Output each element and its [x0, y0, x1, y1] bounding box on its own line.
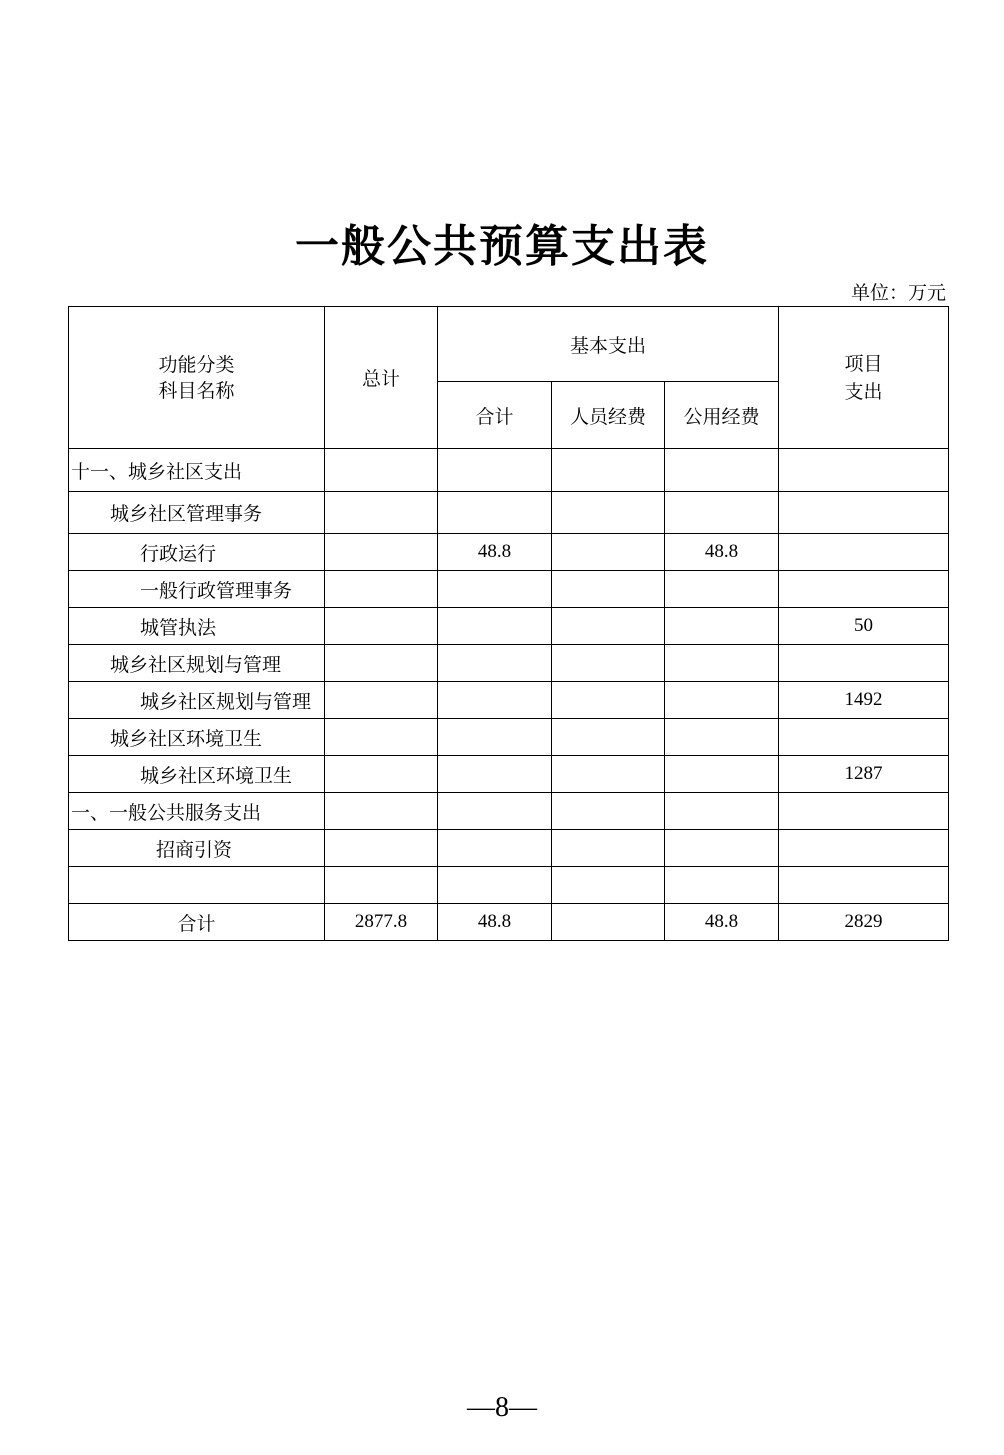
cell-basic-total	[438, 719, 552, 756]
header-public: 公用经费	[665, 382, 779, 449]
cell-personnel	[552, 534, 665, 571]
cell-total	[325, 867, 438, 904]
cell-project	[779, 492, 949, 534]
row-name: 一般行政管理事务	[69, 571, 325, 608]
header-project-line2: 支出	[844, 380, 883, 403]
table-row	[69, 719, 949, 756]
cell-personnel	[552, 830, 665, 867]
cell-personnel	[552, 492, 665, 534]
header-personnel: 人员经费	[552, 382, 665, 449]
table-row	[69, 571, 949, 608]
cell-project	[779, 867, 949, 904]
cell-project: 1287	[779, 756, 949, 793]
cell-personnel	[552, 608, 665, 645]
total-cell-project: 2829	[779, 904, 949, 941]
cell-basic-total	[438, 867, 552, 904]
cell-total	[325, 571, 438, 608]
header-func-line2: 科目名称	[158, 379, 235, 402]
cell-public	[665, 608, 779, 645]
cell-project	[779, 571, 949, 608]
cell-public	[665, 719, 779, 756]
cell-personnel	[552, 793, 665, 830]
header-project-line1: 项目	[844, 352, 883, 375]
page-title: 一般公共预算支出表	[295, 221, 709, 272]
table-row	[69, 867, 949, 904]
cell-basic-total	[438, 645, 552, 682]
cell-public	[665, 756, 779, 793]
row-name: 城乡社区环境卫生	[69, 719, 325, 756]
cell-personnel	[552, 682, 665, 719]
page-number: —8—	[467, 1392, 537, 1423]
cell-public	[665, 682, 779, 719]
cell-total	[325, 756, 438, 793]
cell-public	[665, 830, 779, 867]
cell-total	[325, 793, 438, 830]
cell-basic-total	[438, 756, 552, 793]
cell-personnel	[552, 719, 665, 756]
cell-project	[779, 645, 949, 682]
total-cell-personnel	[552, 904, 665, 941]
row-name: 城乡社区环境卫生	[69, 756, 325, 793]
cell-project	[779, 719, 949, 756]
cell-total	[325, 608, 438, 645]
total-cell-total: 2877.8	[325, 904, 438, 941]
cell-project	[779, 449, 949, 492]
row-name: 十一、城乡社区支出	[69, 449, 325, 492]
header-project-expenditure	[779, 307, 949, 449]
cell-project: 50	[779, 608, 949, 645]
cell-basic-total	[438, 449, 552, 492]
table-row	[69, 645, 949, 682]
cell-basic-total	[438, 793, 552, 830]
cell-project	[779, 793, 949, 830]
cell-basic-total	[438, 492, 552, 534]
cell-total	[325, 645, 438, 682]
header-basic-subtotal: 合计	[438, 382, 552, 449]
cell-project: 1492	[779, 682, 949, 719]
cell-public	[665, 571, 779, 608]
cell-basic-total	[438, 608, 552, 645]
cell-basic-total	[438, 682, 552, 719]
table-row	[69, 492, 949, 534]
row-name: 城乡社区规划与管理	[69, 645, 325, 682]
total-row	[69, 904, 949, 941]
cell-personnel	[552, 756, 665, 793]
cell-project	[779, 830, 949, 867]
header-basic-expenditure: 基本支出	[438, 307, 779, 382]
row-name: 一、一般公共服务支出	[69, 793, 325, 830]
table-row	[69, 534, 949, 571]
table-row	[69, 793, 949, 830]
cell-project	[779, 534, 949, 571]
total-cell-public: 48.8	[665, 904, 779, 941]
cell-total	[325, 682, 438, 719]
cell-total	[325, 534, 438, 571]
table-row	[69, 830, 949, 867]
table-row	[69, 682, 949, 719]
cell-public: 48.8	[665, 534, 779, 571]
row-name: 城乡社区规划与管理	[69, 682, 325, 719]
unit-label: 单位：万元	[850, 282, 946, 304]
cell-total	[325, 719, 438, 756]
cell-total	[325, 492, 438, 534]
total-cell-basic-total: 48.8	[438, 904, 552, 941]
header-function-category	[69, 307, 325, 449]
row-name: 城管执法	[69, 608, 325, 645]
cell-personnel	[552, 645, 665, 682]
table-row	[69, 756, 949, 793]
table-row	[69, 608, 949, 645]
cell-public	[665, 645, 779, 682]
row-name: 招商引资	[69, 830, 325, 867]
cell-basic-total	[438, 571, 552, 608]
cell-basic-total	[438, 830, 552, 867]
cell-total	[325, 830, 438, 867]
cell-basic-total: 48.8	[438, 534, 552, 571]
cell-personnel	[552, 867, 665, 904]
row-name: 行政运行	[69, 534, 325, 571]
header-total: 总计	[325, 307, 438, 449]
cell-public	[665, 449, 779, 492]
row-name: 城乡社区管理事务	[69, 492, 325, 534]
cell-personnel	[552, 571, 665, 608]
cell-public	[665, 793, 779, 830]
table-row	[69, 449, 949, 492]
cell-public	[665, 492, 779, 534]
cell-total	[325, 449, 438, 492]
cell-personnel	[552, 449, 665, 492]
header-func-line1: 功能分类	[158, 353, 235, 376]
total-row-label: 合计	[69, 904, 325, 941]
row-name	[69, 867, 325, 904]
cell-public	[665, 867, 779, 904]
budget-table	[68, 306, 949, 941]
